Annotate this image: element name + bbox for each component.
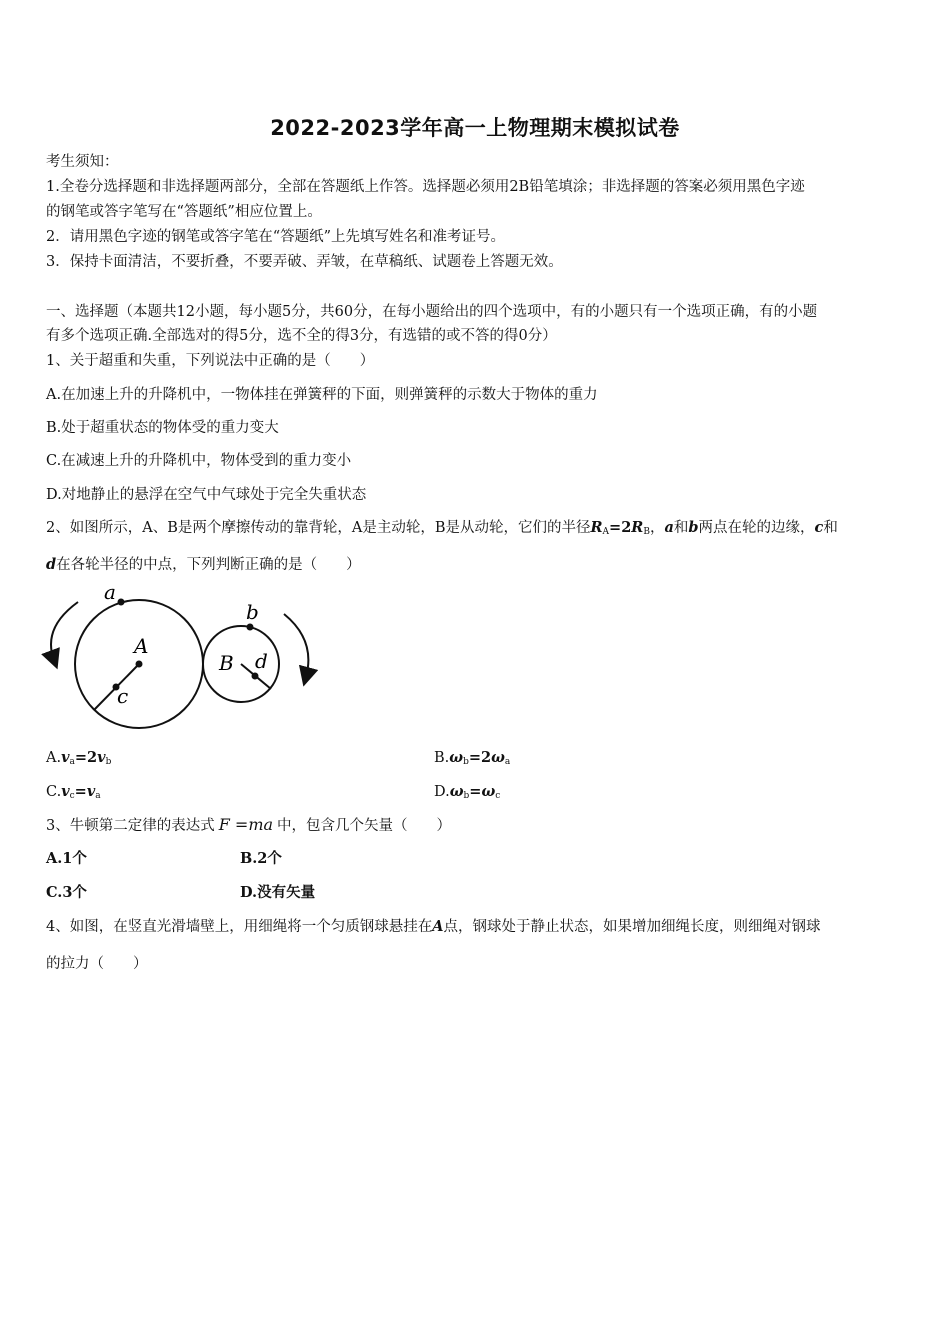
point-d-dot bbox=[252, 673, 259, 680]
q3-formula: F =ma bbox=[218, 815, 274, 834]
q2-option-b-w2: ω bbox=[491, 749, 505, 766]
q1-option-a: A.在加速上升的升降机中，一物体挂在弹簧秤的下面，则弹簧秤的示数大于物体的重力 bbox=[46, 387, 598, 403]
q2-option-b-eq: =2 bbox=[468, 749, 492, 766]
q4-stem-text: 4、如图，在竖直光滑墙壁上，用细绳将一个匀质钢球悬挂在 bbox=[46, 919, 433, 935]
notice-item-3: 3．保持卡面清洁，不要折叠，不要弄破、弄皱，在草稿纸、试题卷上答题无效。 bbox=[46, 254, 563, 270]
q2-radius-symbol: R bbox=[590, 519, 603, 536]
q2-option-b-sub1: b bbox=[463, 757, 469, 767]
q3-stem-end: 中，包含几个矢量（ ） bbox=[277, 818, 452, 834]
q3-stem bbox=[46, 815, 908, 836]
figure-label-a: a bbox=[104, 580, 116, 604]
q2-option-c-prefix: C. bbox=[46, 784, 62, 800]
q2-edge-text: 两点在轮的边缘， bbox=[698, 520, 815, 536]
q2-option-a-v2: v bbox=[97, 749, 106, 766]
q2-option-d-w2: ω bbox=[481, 783, 496, 800]
q2-option-d-eq: = bbox=[469, 783, 482, 800]
q3-option-c: C.3个 bbox=[46, 884, 87, 901]
rotation-arrow-a-icon bbox=[51, 602, 78, 660]
q2-and-2: 和 bbox=[823, 520, 838, 536]
q2-option-c-eq: = bbox=[74, 783, 87, 800]
figure-label-c: c bbox=[117, 684, 129, 708]
q2-option-d-sub2: c bbox=[495, 791, 501, 801]
q2-option-b-prefix: B. bbox=[434, 750, 450, 766]
notice-item-1-cont: 的钢笔或答字笔写在“答题纸”相应位置上。 bbox=[46, 204, 322, 220]
q2-option-d-prefix: D. bbox=[434, 784, 450, 800]
q2-subscript-a: A bbox=[602, 527, 610, 537]
notice-heading: 考生须知： bbox=[46, 154, 119, 170]
q2-point-d: d bbox=[46, 556, 57, 573]
q2-option-a-sub1: a bbox=[69, 757, 75, 767]
q2-stem bbox=[46, 518, 908, 542]
point-center-a-dot bbox=[136, 661, 143, 668]
q2-option-b-w: ω bbox=[449, 749, 464, 766]
q4-point-a: A bbox=[432, 918, 444, 935]
q2-option-a-prefix: A. bbox=[46, 750, 62, 766]
section-heading: 一、选择题（本题共12小题，每小题5分，共60分，在每小题给出的四个选项中，有的小题只有一个选项正确，有的小题 bbox=[46, 304, 818, 320]
q2-stem-cont bbox=[46, 555, 908, 575]
q3-option-a: A.1个 bbox=[46, 850, 87, 867]
notice-item-2: 2．请用黑色字迹的钢笔或答字笔在“答题纸”上先填写姓名和准考证号。 bbox=[46, 229, 506, 245]
q2-comma: ， bbox=[649, 520, 665, 536]
point-b-dot bbox=[247, 624, 254, 631]
rotation-arrow-b-icon bbox=[284, 614, 308, 677]
figure-label-b: b bbox=[246, 600, 259, 624]
notice-item-1: 1.全卷分选择题和非选择题两部分，全部在答题纸上作答。选择题必须用2B铅笔填涂；非选择题的答案必须用黑色字迹 bbox=[46, 179, 805, 195]
q2-subscript-b: B bbox=[643, 527, 650, 537]
q2-wheels-figure bbox=[40, 580, 330, 740]
q2-and: 和 bbox=[673, 520, 689, 536]
q2-option-a bbox=[46, 748, 111, 772]
q3-stem-text: 3、牛顿第二定律的表达式 bbox=[46, 818, 215, 834]
q2-point-b: b bbox=[688, 519, 699, 536]
q2-point-a: a bbox=[664, 519, 674, 536]
q2-stem-text: 2、如图所示，A、B是两个摩擦传动的靠背轮，A是主动轮，B是从动轮，它们的半径 bbox=[46, 520, 591, 536]
q2-option-c-sub1: c bbox=[69, 791, 75, 801]
q2-option-a-eq: =2 bbox=[74, 749, 98, 766]
figure-label-d: d bbox=[255, 649, 268, 673]
q2-option-c-v2: v bbox=[86, 783, 96, 800]
q2-radius-symbol-2: R bbox=[631, 519, 644, 536]
q2-eq: =2 bbox=[609, 519, 632, 536]
q2-option-b-sub2: a bbox=[504, 757, 511, 767]
q2-option-c-v: v bbox=[61, 783, 70, 800]
q2-option-d-w: ω bbox=[449, 783, 464, 800]
q2-option-b bbox=[434, 748, 510, 772]
q2-option-a-sub2: b bbox=[105, 757, 112, 767]
q1-stem: 1、关于超重和失重，下列说法中正确的是（ ） bbox=[46, 353, 375, 369]
q4-stem-text-2: 点，钢球处于静止状态，如果增加细绳长度，则细绳对钢球 bbox=[443, 919, 821, 935]
q1-option-b: B.处于超重状态的物体受的重力变大 bbox=[46, 420, 279, 436]
q2-point-c: c bbox=[814, 519, 824, 536]
figure-label-A: A bbox=[134, 634, 149, 658]
q2-option-c bbox=[46, 782, 101, 806]
q2-option-d-sub1: b bbox=[463, 791, 470, 801]
figure-label-B: B bbox=[219, 651, 234, 675]
section-heading-cont: 有多个选项正确.全部选对的得5分，选不全的得3分，有选错的或不答的得0分） bbox=[46, 328, 557, 344]
q1-option-d: D.对地静止的悬浮在空气中气球处于完全失重状态 bbox=[46, 487, 367, 503]
q2-option-a-v: v bbox=[61, 749, 70, 766]
page-title: 2022-2023学年高一上物理期末模拟试卷 bbox=[270, 116, 680, 140]
q1-option-c: C.在减速上升的升降机中，物体受到的重力变小 bbox=[46, 453, 352, 469]
q3-option-b: B.2个 bbox=[240, 850, 282, 867]
q4-stem-cont: 的拉力（ ） bbox=[46, 956, 148, 972]
q2-stem-end: 在各轮半径的中点，下列判断正确的是（ ） bbox=[56, 557, 361, 573]
q2-option-d bbox=[434, 782, 500, 806]
q4-stem bbox=[46, 917, 908, 937]
q2-option-c-sub2: a bbox=[95, 791, 101, 801]
point-a-dot bbox=[118, 599, 125, 606]
q3-option-d: D.没有矢量 bbox=[240, 884, 316, 901]
